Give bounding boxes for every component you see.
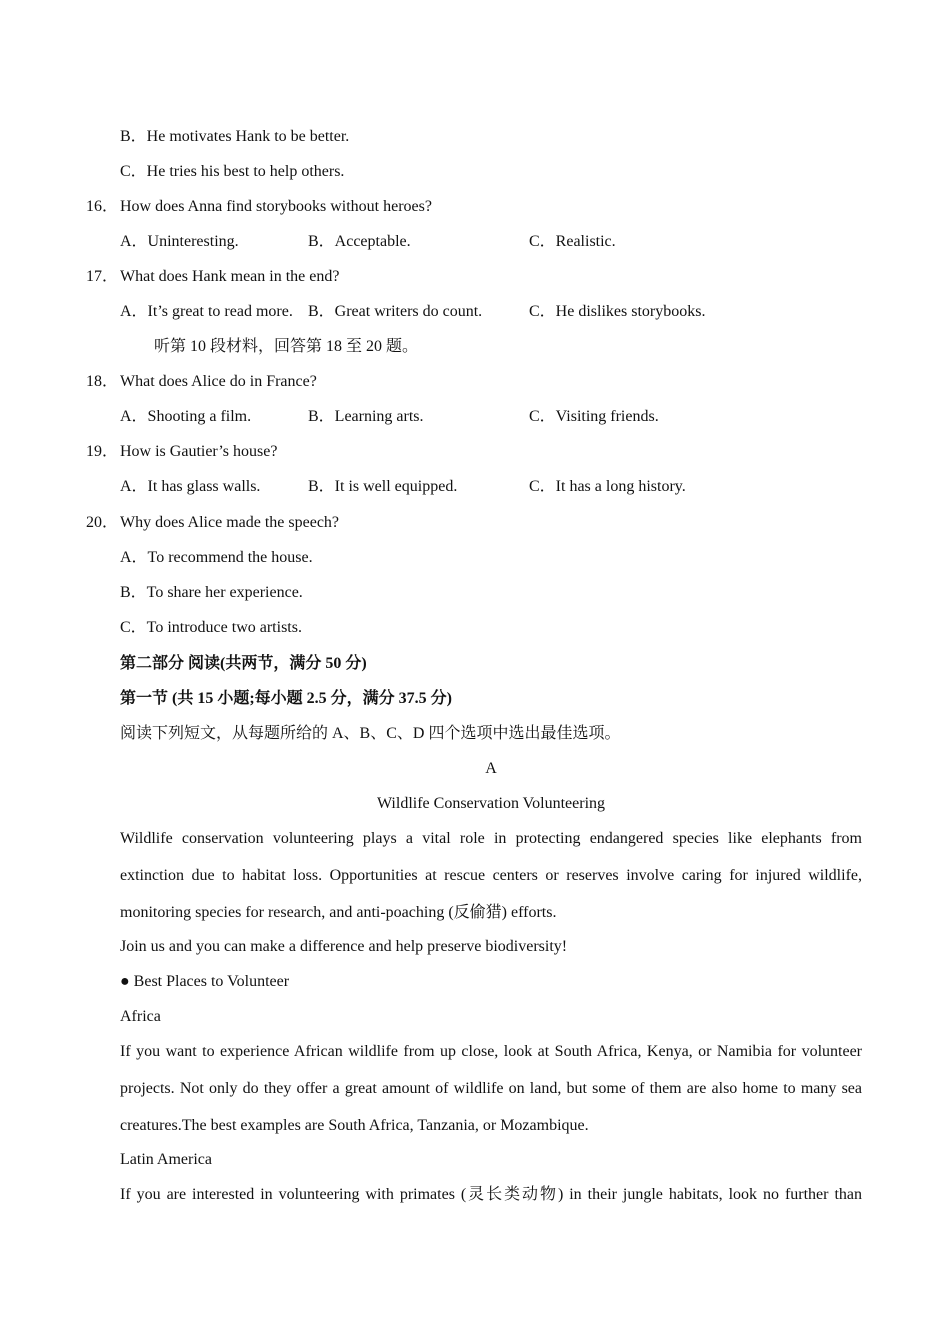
latam-heading: Latin America: [120, 1151, 212, 1168]
q17-number: 17．: [86, 268, 119, 285]
q20-option-c: C．To introduce two artists.: [120, 619, 302, 636]
q16-number: 16．: [86, 198, 119, 215]
q17-option-a: A．It’s great to read more.: [120, 303, 293, 320]
africa-text: If you want to experience African wildlife from up close, look at South Africa, Kenya, or Namibia for volunteer projects. Not only do they offer a great amount of wildlife on land, but some of them are also home to many sea creatures.The best examples are South Africa, Tanzania, or Mozambique.: [120, 1043, 862, 1134]
q15-option-c: C．He tries his best to help others.: [120, 163, 345, 180]
section10-instruction: 听第 10 段材料，回答第 18 至 20 题。: [154, 338, 419, 355]
q18-option-b: B．Learning arts.: [308, 408, 424, 425]
passage-join: Join us and you can make a difference and help preserve biodiversity!: [120, 938, 568, 955]
q18-question: What does Alice do in France?: [120, 373, 317, 390]
q16-option-c: C．Realistic.: [529, 233, 616, 250]
q17-option-c: C．He dislikes storybooks.: [529, 303, 706, 320]
reading-instruction: 阅读下列短文，从每题所给的 A、B、C、D 四个选项中选出最佳选项。: [120, 725, 621, 742]
q17-option-b: B．Great writers do count.: [308, 303, 483, 320]
q20-question: Why does Alice made the speech?: [120, 514, 340, 531]
africa-heading: Africa: [120, 1008, 161, 1025]
q19-option-a: A．It has glass walls.: [120, 478, 261, 495]
q20-option-b: B．To share her experience.: [120, 584, 303, 601]
q16-question: How does Anna find storybooks without heroes?: [120, 198, 432, 215]
q18-option-c: C．Visiting friends.: [529, 408, 659, 425]
passage-title: Wildlife Conservation Volunteering: [376, 795, 606, 812]
q19-question: How is Gautier’s house?: [120, 443, 278, 460]
passage-label: A: [485, 760, 497, 777]
q19-option-b: B．It is well equipped.: [308, 478, 458, 495]
q18-option-a: A．Shooting a film.: [120, 408, 252, 425]
q16-option-a: A．Uninteresting.: [120, 233, 239, 250]
q16-option-b: B．Acceptable.: [308, 233, 411, 250]
latam-text: If you are interested in volunteering with primates (灵长类动物) in their jungle habitats, look no further than: [120, 1186, 862, 1203]
part2-heading: 第二部分 阅读(共两节，满分 50 分): [120, 655, 367, 672]
q15-option-b: B．He motivates Hank to be better.: [120, 128, 350, 145]
section1-heading: 第一节 (共 15 小题;每小题 2.5 分，满分 37.5 分): [120, 690, 452, 707]
best-places-bullet: ● Best Places to Volunteer: [120, 973, 290, 990]
q20-option-a: A．To recommend the house.: [120, 549, 313, 566]
q19-number: 19．: [86, 443, 119, 460]
q20-number: 20．: [86, 514, 119, 531]
q19-option-c: C．It has a long history.: [529, 478, 686, 495]
passage-intro: Wildlife conservation volunteering plays a vital role in protecting endangered species like elephants from extinction due to habitat loss. Opportunities at rescue centers or reserves involve caring for injured wildlife, monitoring species for research, and anti-poaching (反偷猎) efforts.: [120, 830, 862, 921]
q18-number: 18．: [86, 373, 119, 390]
q17-question: What does Hank mean in the end?: [120, 268, 340, 285]
